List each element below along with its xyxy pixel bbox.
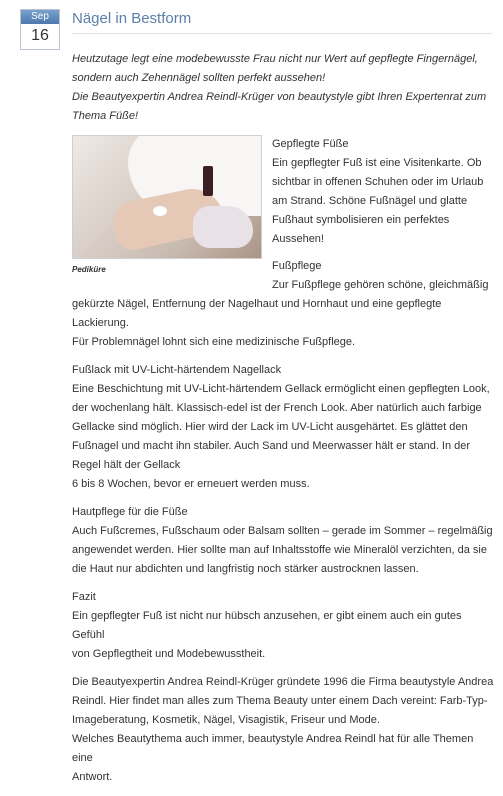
section-line: Regel hält der Gellack — [72, 459, 181, 471]
section-line: von Gepflegtheit und Modebewusstheit. — [72, 648, 266, 660]
post-title[interactable]: Nägel in Bestform — [72, 10, 192, 27]
intro-line: sondern auch Zehennägel sollten perfekt aussehen! — [72, 72, 326, 84]
section-heading: Hautpflege für die Füße — [72, 506, 188, 518]
section-line: der wochenlang hält. Klassisch-edel ist der French Look. Aber natürlich auch farbige — [72, 402, 482, 414]
date-badge — [20, 9, 60, 50]
section-line: Fußnagel und macht ihn stabiler. Auch Sand und Meerwasser hält er stand. In der — [72, 440, 471, 452]
section-line: Ein gepflegter Fuß ist nicht nur hübsch anzusehen, er gibt einem auch ein gutes Gefühl — [72, 610, 462, 641]
pedicure-figure — [72, 135, 262, 277]
section-hautpflege — [72, 503, 494, 579]
section-heading: Fußpflege — [272, 260, 322, 272]
section-line: Gellacke sind möglich. Hier wird der Lack im UV-Licht ausgehärtet. Es glättet den — [72, 421, 468, 433]
figure-caption: Pediküre — [72, 265, 106, 274]
intro-paragraph — [72, 50, 494, 126]
section-line: Die Beautyexpertin Andrea Reindl-Krüger gründete 1996 die Firma beautystyle Andrea — [72, 676, 494, 688]
section-heading: Fußlack mit UV-Licht-härtendem Nagellack — [72, 364, 282, 376]
title-divider — [72, 33, 492, 34]
section-line: angewendet werden. Hier sollte man auf Inhaltsstoffe wie Mineralöl verzichten, da sie — [72, 544, 487, 556]
section-line: die Haut nur abdichten und langfristig noch stärker austrocknen lassen. — [72, 563, 419, 575]
section-line: Reindl. Hier findet man alles zum Thema Beauty unter einem Dach vereint: Farb-Typ- — [72, 695, 488, 707]
section-line: Imageberatung, Kosmetik, Nägel, Visagistik, Friseur und Mode. — [72, 714, 380, 726]
section-about — [72, 673, 494, 787]
section-line: Aussehen! — [272, 233, 324, 245]
photo-polish-bottle — [203, 166, 213, 196]
intro-line: Heutzutage legt eine modebewusste Frau nicht nur Wert auf gepflegte Fingernägel, — [72, 53, 478, 65]
section-line: Welches Beautythema auch immer, beautystyle Andrea Reindl hat für alle Themen eine — [72, 733, 474, 764]
section-line: Eine Beschichtung mit UV-Licht-härtendem Gellack ermöglicht einen gepflegten Look, — [72, 383, 490, 395]
section-line: sichtbar in offenen Schuhen oder im Urlaub — [272, 176, 484, 188]
intro-line: Thema Füße! — [72, 110, 139, 122]
section-line: Zur Fußpflege gehören schöne, gleichmäßig — [272, 279, 489, 291]
section-line: Fußhaut symbolisieren ein perfektes — [272, 214, 450, 226]
section-line: Für Problemnägel lohnt sich eine medizinische Fußpflege. — [72, 336, 356, 348]
section-heading: Fazit — [72, 591, 96, 603]
section-line: Ein gepflegter Fuß ist eine Visitenkarte. Ob — [272, 157, 482, 169]
section-line: am Strand. Schöne Fußnägel und glatte — [272, 195, 468, 207]
date-day: 16 — [31, 27, 49, 44]
section-fusslack — [72, 361, 494, 494]
section-line: 6 bis 8 Wochen, bevor er erneuert werden muss. — [72, 478, 310, 490]
photo-toe-separator — [153, 206, 167, 216]
date-month: Sep — [21, 10, 59, 24]
pedicure-photo — [72, 135, 262, 259]
section-fazit — [72, 588, 494, 664]
section-heading: Gepflegte Füße — [272, 138, 349, 150]
intro-line: Die Beautyexpertin Andrea Reindl-Krüger von beautystyle gibt Ihren Expertenrat zum — [72, 91, 487, 103]
section-line: Auch Fußcremes, Fußschaum oder Balsam sollten – gerade im Sommer – regelmäßig — [72, 525, 493, 537]
section-line: Antwort. — [72, 771, 113, 783]
post-content — [72, 50, 494, 796]
photo-glove — [193, 206, 253, 248]
section-line: gekürzte Nägel, Entfernung der Nagelhaut und Hornhaut und eine gepflegte Lackierung. — [72, 298, 442, 329]
